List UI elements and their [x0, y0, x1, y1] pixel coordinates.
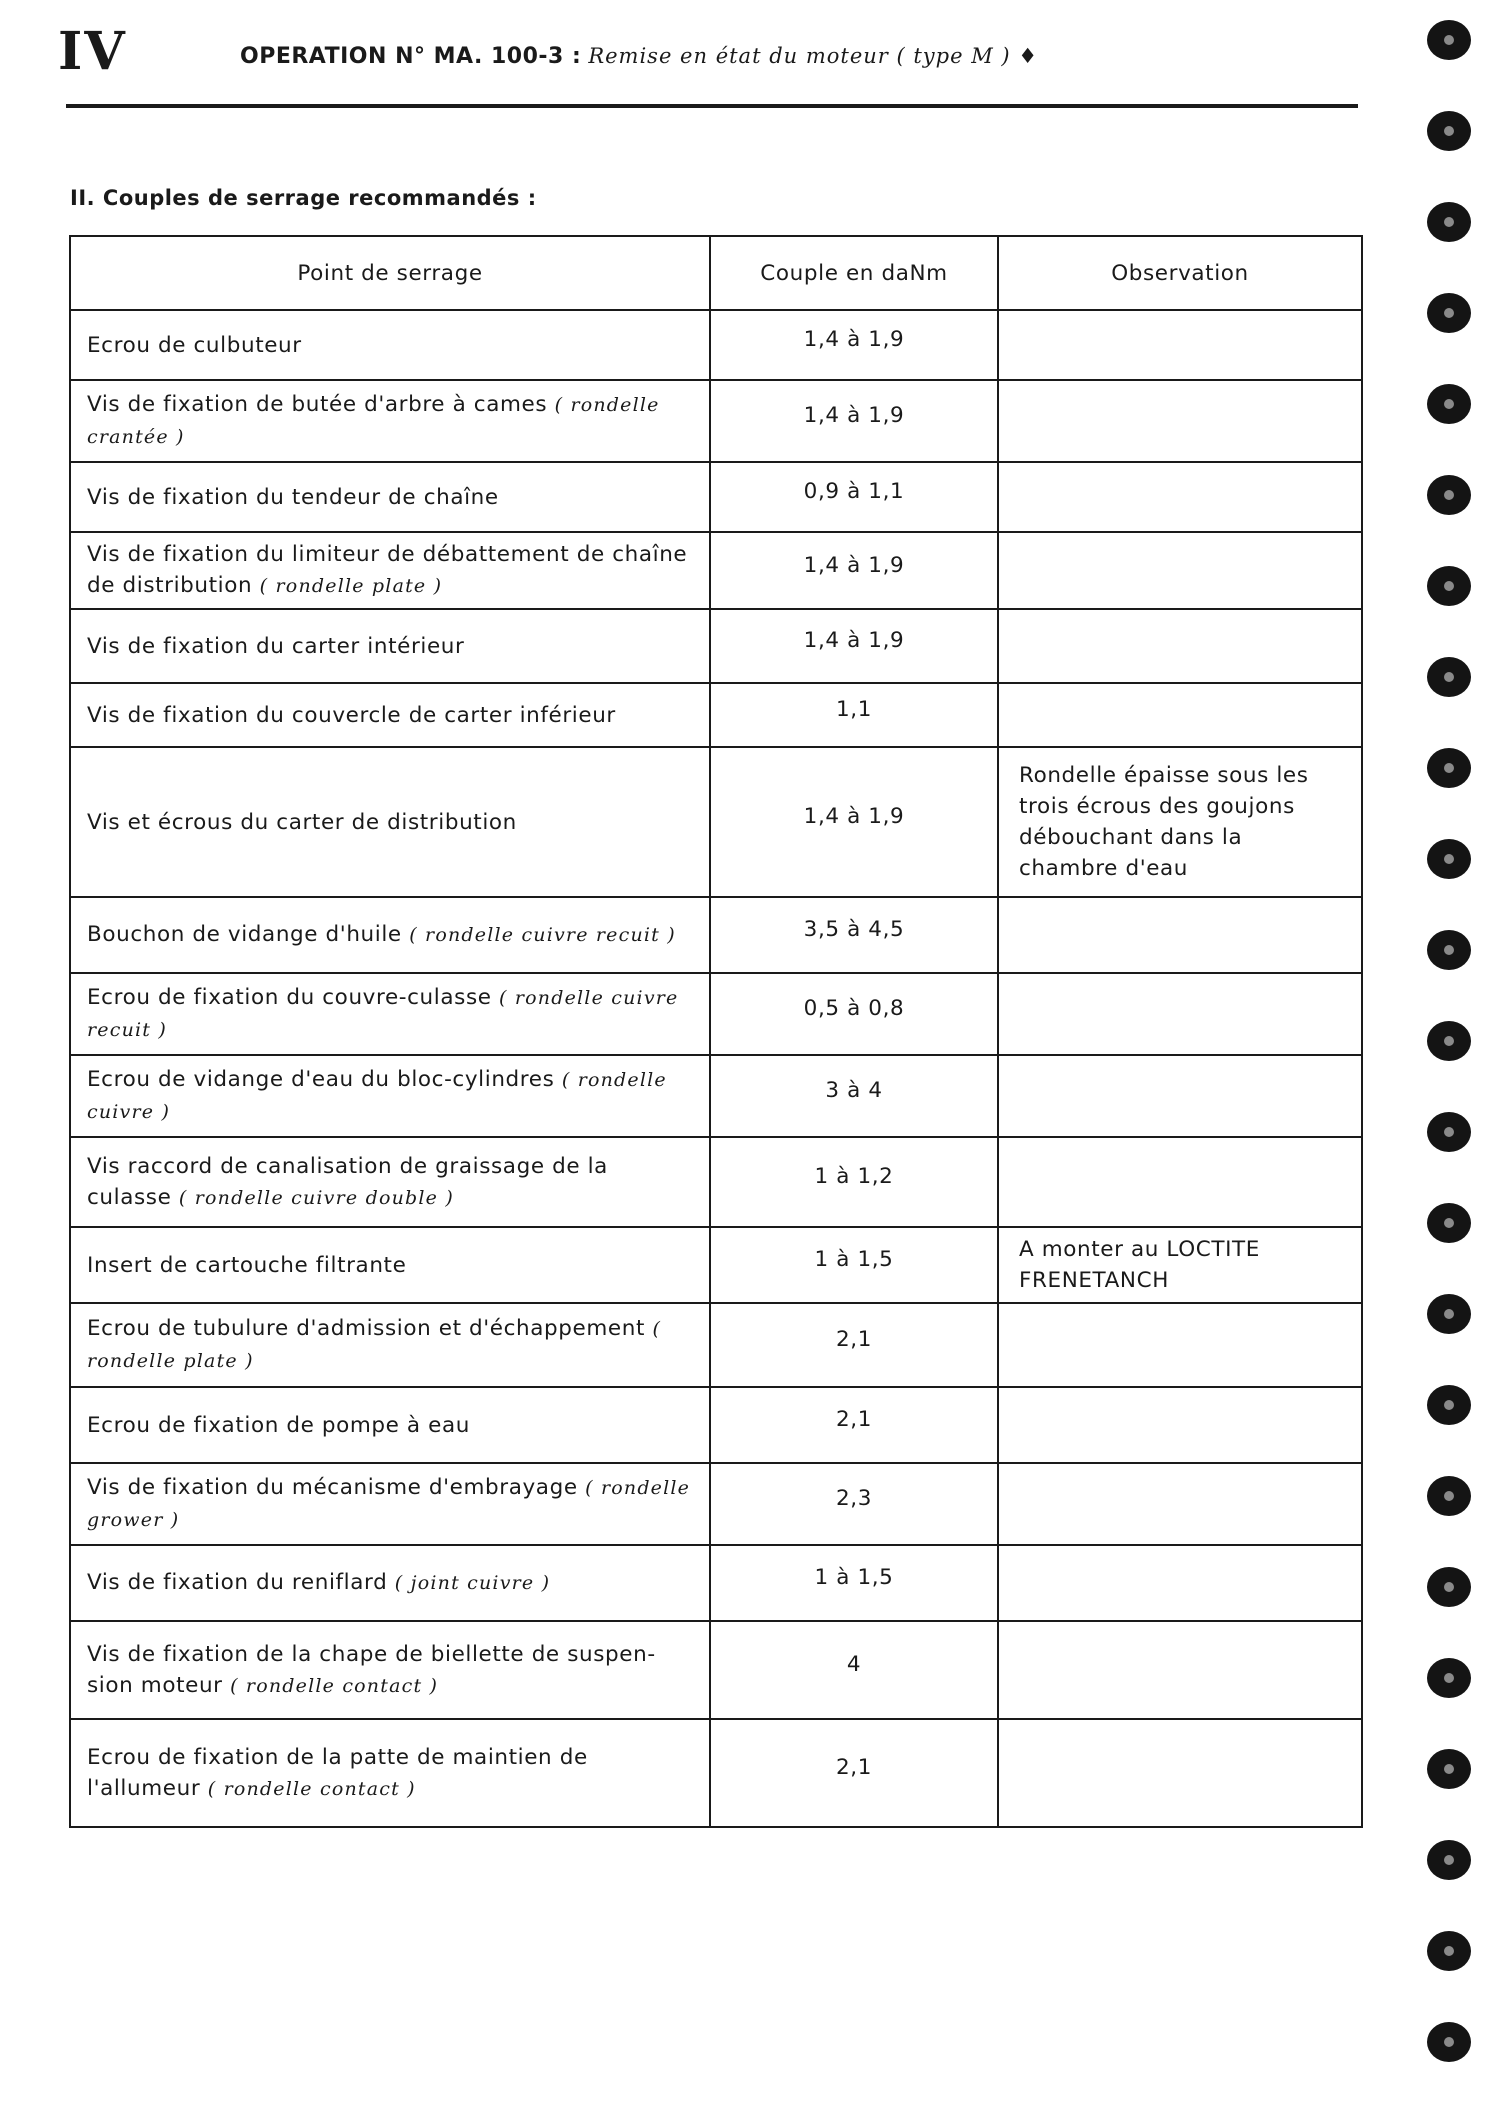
table-row — [70, 1303, 1362, 1387]
binder-hole — [1427, 293, 1471, 333]
binder-hole — [1427, 1476, 1471, 1516]
cell-observation — [998, 897, 1362, 973]
cell-torque: 0,5 à 0,8 — [710, 973, 998, 1055]
column-header-observation: Observation — [998, 236, 1362, 310]
point-note: ( rondelle contact ) — [207, 1777, 416, 1800]
chapter-number: IV — [58, 21, 127, 82]
cell-point — [70, 683, 710, 747]
point-label: Vis de fixation du couvercle de carter inférieur — [87, 702, 616, 728]
cell-torque: 0,9 à 1,1 — [710, 462, 998, 532]
cell-point — [70, 609, 710, 683]
table-row — [70, 1137, 1362, 1227]
cell-torque: 2,1 — [710, 1719, 998, 1827]
cell-torque: 4 — [710, 1621, 998, 1719]
cell-point — [70, 973, 710, 1055]
binder-hole — [1427, 111, 1471, 151]
table-row — [70, 532, 1362, 609]
cell-point — [70, 380, 710, 462]
point-label: Vis de fixation du tendeur de chaîne — [87, 484, 499, 510]
cell-observation — [998, 973, 1362, 1055]
table-row — [70, 1387, 1362, 1463]
point-note: ( joint cuivre ) — [394, 1572, 551, 1594]
cell-torque: 2,1 — [710, 1303, 998, 1387]
cell-torque: 2,3 — [710, 1463, 998, 1545]
cell-observation — [998, 462, 1362, 532]
cell-torque: 3 à 4 — [710, 1055, 998, 1137]
binder-hole — [1427, 839, 1471, 879]
point-label: Vis de fixation de la chape de biellette de suspen-sion moteur — [87, 1641, 656, 1698]
table-row — [70, 973, 1362, 1055]
point-note: ( rondelle grower ) — [87, 1477, 691, 1531]
point-label: Vis de fixation du reniflard — [87, 1570, 388, 1595]
binder-hole — [1427, 1749, 1471, 1789]
cell-observation — [998, 683, 1362, 747]
point-note: ( rondelle contact ) — [230, 1674, 439, 1697]
table-row — [70, 897, 1362, 973]
point-label: Ecrou de fixation de pompe à eau — [87, 1412, 470, 1438]
cell-torque: 1 à 1,5 — [710, 1545, 998, 1621]
cell-point — [70, 310, 710, 380]
cell-torque: 1,4 à 1,9 — [710, 747, 998, 897]
point-note: ( rondelle plate ) — [259, 575, 443, 597]
binder-holes — [1424, 20, 1476, 2110]
cell-torque: 1 à 1,2 — [710, 1137, 998, 1227]
cell-observation — [998, 1387, 1362, 1463]
point-note: ( rondelle crantée ) — [87, 394, 660, 448]
binder-hole — [1427, 475, 1471, 515]
binder-hole — [1427, 202, 1471, 242]
point-label: Vis de fixation de butée d'arbre à cames — [87, 392, 548, 417]
table-row — [70, 380, 1362, 462]
binder-hole — [1427, 384, 1471, 424]
binder-hole — [1427, 930, 1471, 970]
binder-hole — [1427, 657, 1471, 697]
table-row — [70, 1719, 1362, 1827]
cell-torque: 1,4 à 1,9 — [710, 532, 998, 609]
binder-hole — [1427, 1021, 1471, 1061]
point-label: Vis de fixation du carter intérieur — [87, 633, 465, 659]
table-row — [70, 1463, 1362, 1545]
cell-point — [70, 1545, 710, 1621]
cell-point — [70, 747, 710, 897]
cell-torque: 1,4 à 1,9 — [710, 380, 998, 462]
point-label: Ecrou de tubulure d'admission et d'échappement — [87, 1316, 645, 1341]
cell-observation: A monter au LOCTITE FRENETANCH — [998, 1227, 1362, 1303]
binder-hole — [1427, 566, 1471, 606]
binder-hole — [1427, 20, 1471, 60]
cell-observation — [998, 1137, 1362, 1227]
table-body — [70, 310, 1362, 1827]
point-note: ( rondelle plate ) — [87, 1318, 662, 1372]
binder-hole — [1427, 748, 1471, 788]
cell-torque: 1,1 — [710, 683, 998, 747]
binder-hole — [1427, 1840, 1471, 1880]
cell-observation — [998, 1463, 1362, 1545]
cell-point — [70, 1463, 710, 1545]
point-label: Vis et écrous du carter de distribution — [87, 809, 517, 835]
cell-observation — [998, 1621, 1362, 1719]
cell-point — [70, 1387, 710, 1463]
cell-point — [70, 1621, 710, 1719]
cell-torque: 1 à 1,5 — [710, 1227, 998, 1303]
point-label: Insert de cartouche filtrante — [87, 1252, 407, 1278]
cell-torque: 3,5 à 4,5 — [710, 897, 998, 973]
table-row — [70, 462, 1362, 532]
operation-header — [240, 44, 1038, 69]
cell-point — [70, 897, 710, 973]
cell-observation — [998, 1055, 1362, 1137]
binder-hole — [1427, 1567, 1471, 1607]
column-header-torque: Couple en daNm — [710, 236, 998, 310]
table-row — [70, 1227, 1362, 1303]
point-note: ( rondelle cuivre recuit ) — [409, 924, 676, 946]
cell-point — [70, 1137, 710, 1227]
binder-hole — [1427, 1294, 1471, 1334]
table-row — [70, 747, 1362, 897]
column-header-point: Point de serrage — [70, 236, 710, 310]
cell-observation: Rondelle épaisse sous les trois écrous des goujons débouchant dans la chambre d'eau — [998, 747, 1362, 897]
cell-point — [70, 1227, 710, 1303]
point-label: Vis de fixation du mécanisme d'embrayage — [87, 1475, 578, 1500]
point-label: Bouchon de vidange d'huile — [87, 922, 402, 947]
point-label: Vis raccord de canalisation de graissage de la culasse — [87, 1153, 608, 1210]
cell-point — [70, 532, 710, 609]
cell-point — [70, 1719, 710, 1827]
table-row — [70, 1621, 1362, 1719]
cell-observation — [998, 1303, 1362, 1387]
operation-code: OPERATION N° MA. 100-3 : — [240, 44, 582, 69]
cell-observation — [998, 310, 1362, 380]
binder-hole — [1427, 2022, 1471, 2062]
point-label: Ecrou de culbuteur — [87, 332, 302, 358]
cell-torque: 1,4 à 1,9 — [710, 609, 998, 683]
table-header-row — [70, 236, 1362, 310]
operation-title: Remise en état du moteur ( type M ) ♦ — [588, 44, 1039, 68]
point-label: Ecrou de fixation du couvre-culasse — [87, 985, 492, 1010]
binder-hole — [1427, 1658, 1471, 1698]
binder-hole — [1427, 1385, 1471, 1425]
table-row — [70, 609, 1362, 683]
point-note: ( rondelle cuivre recuit ) — [87, 987, 679, 1041]
cell-point — [70, 1303, 710, 1387]
table-row — [70, 1545, 1362, 1621]
point-label: Ecrou de fixation de la patte de maintien de l'allumeur — [87, 1744, 588, 1801]
cell-observation — [998, 532, 1362, 609]
binder-hole — [1427, 1203, 1471, 1243]
section-title: II. Couples de serrage recommandés : — [70, 186, 537, 210]
table-row — [70, 1055, 1362, 1137]
cell-torque: 1,4 à 1,9 — [710, 310, 998, 380]
header-rule — [66, 104, 1358, 108]
table-row — [70, 683, 1362, 747]
cell-observation — [998, 380, 1362, 462]
point-label: Ecrou de vidange d'eau du bloc-cylindres — [87, 1067, 555, 1092]
cell-observation — [998, 609, 1362, 683]
cell-observation — [998, 1719, 1362, 1827]
cell-observation — [998, 1545, 1362, 1621]
point-note: ( rondelle cuivre ) — [87, 1069, 667, 1123]
binder-hole — [1427, 1931, 1471, 1971]
point-note: ( rondelle cuivre double ) — [178, 1186, 454, 1209]
cell-torque: 2,1 — [710, 1387, 998, 1463]
table-row — [70, 310, 1362, 380]
cell-point — [70, 1055, 710, 1137]
cell-point — [70, 462, 710, 532]
torque-table — [69, 235, 1363, 1828]
binder-hole — [1427, 1112, 1471, 1152]
point-label: Vis de fixation du limiteur de débattement de chaîne de distribution — [87, 542, 688, 598]
